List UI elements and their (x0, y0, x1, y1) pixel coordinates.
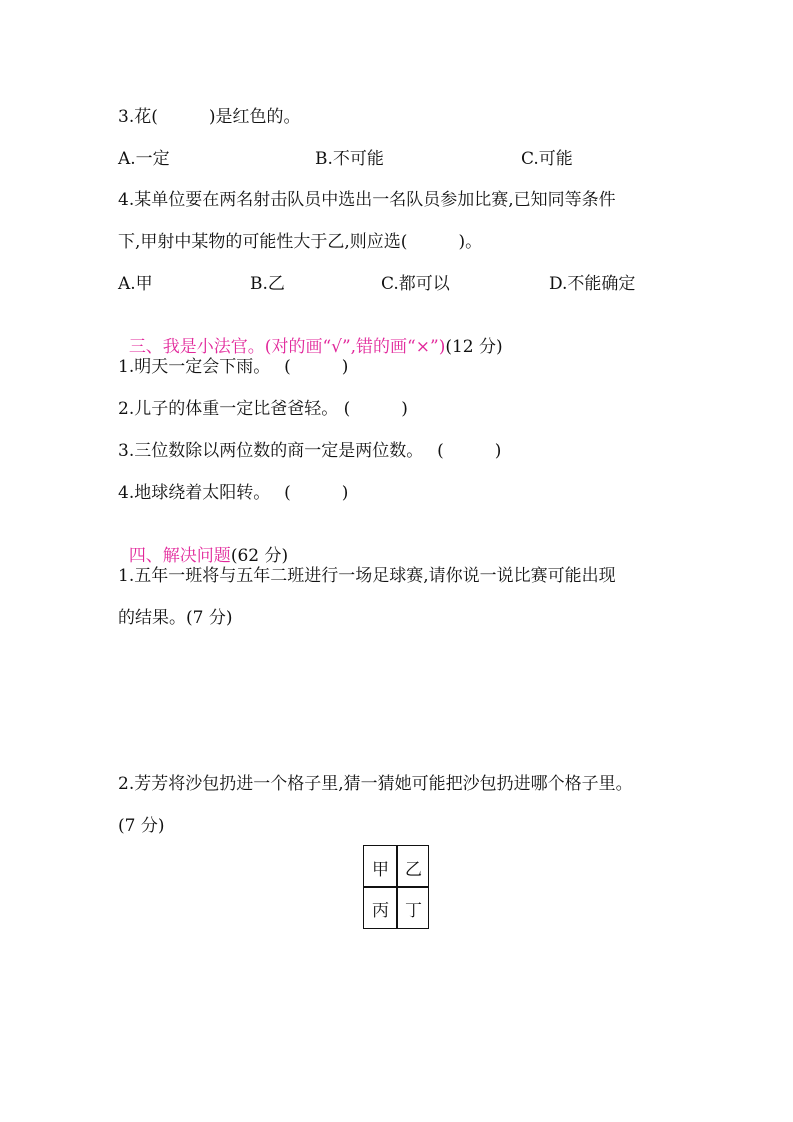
section-3-score: (12 分) (445, 337, 503, 357)
section-3-title: 三、我是小法官。(对的画“√”,错的画“×”) (128, 337, 446, 357)
grid-cell-bing: 丙 (372, 900, 389, 921)
judge-item-4: 4.地球绕着太阳转。 ( ) (118, 483, 349, 503)
question-4-option-d: D.不能确定 (549, 274, 636, 294)
question-4-option-b: B.乙 (250, 274, 285, 294)
problem-1-line-2: 的结果。(7 分) (118, 608, 233, 628)
section-4-title: 四、解决问题 (128, 546, 231, 566)
grid-cell-yi: 乙 (405, 859, 422, 880)
judge-item-2: 2.儿子的体重一定比爸爸轻。 ( ) (118, 399, 408, 419)
question-3-option-c: C.可能 (521, 149, 573, 169)
grid-cell-jia: 甲 (372, 859, 389, 880)
grid-cell-ding: 丁 (405, 900, 422, 921)
problem-1-line-1: 1.五年一班将与五年二班进行一场足球赛,请你说一说比赛可能出现 (118, 566, 616, 586)
question-3-stem: 3.花( )是红色的。 (118, 107, 301, 127)
sandbag-grid (363, 845, 429, 929)
judge-item-1: 1.明天一定会下雨。 ( ) (118, 357, 349, 377)
problem-2-line-2: (7 分) (118, 816, 165, 836)
section-4-score: (62 分) (230, 546, 289, 566)
problem-2-line-1: 2.芳芳将沙包扔进一个格子里,猜一猜她可能把沙包扔进哪个格子里。 (118, 774, 633, 794)
question-4-stem-line-1: 4.某单位要在两名射击队员中选出一名队员参加比赛,已知同等条件 (118, 190, 616, 210)
question-3-option-a: A.一定 (118, 149, 170, 169)
question-4-option-a: A.甲 (118, 274, 153, 294)
question-4-option-c: C.都可以 (381, 274, 450, 294)
question-3-option-b: B.不可能 (315, 149, 384, 169)
section-3-heading (118, 314, 503, 358)
question-4-stem-line-2: 下,甲射中某物的可能性大于乙,则应选( )。 (118, 232, 483, 252)
judge-item-3: 3.三位数除以两位数的商一定是两位数。 ( ) (118, 441, 502, 461)
section-4-heading (118, 523, 288, 567)
